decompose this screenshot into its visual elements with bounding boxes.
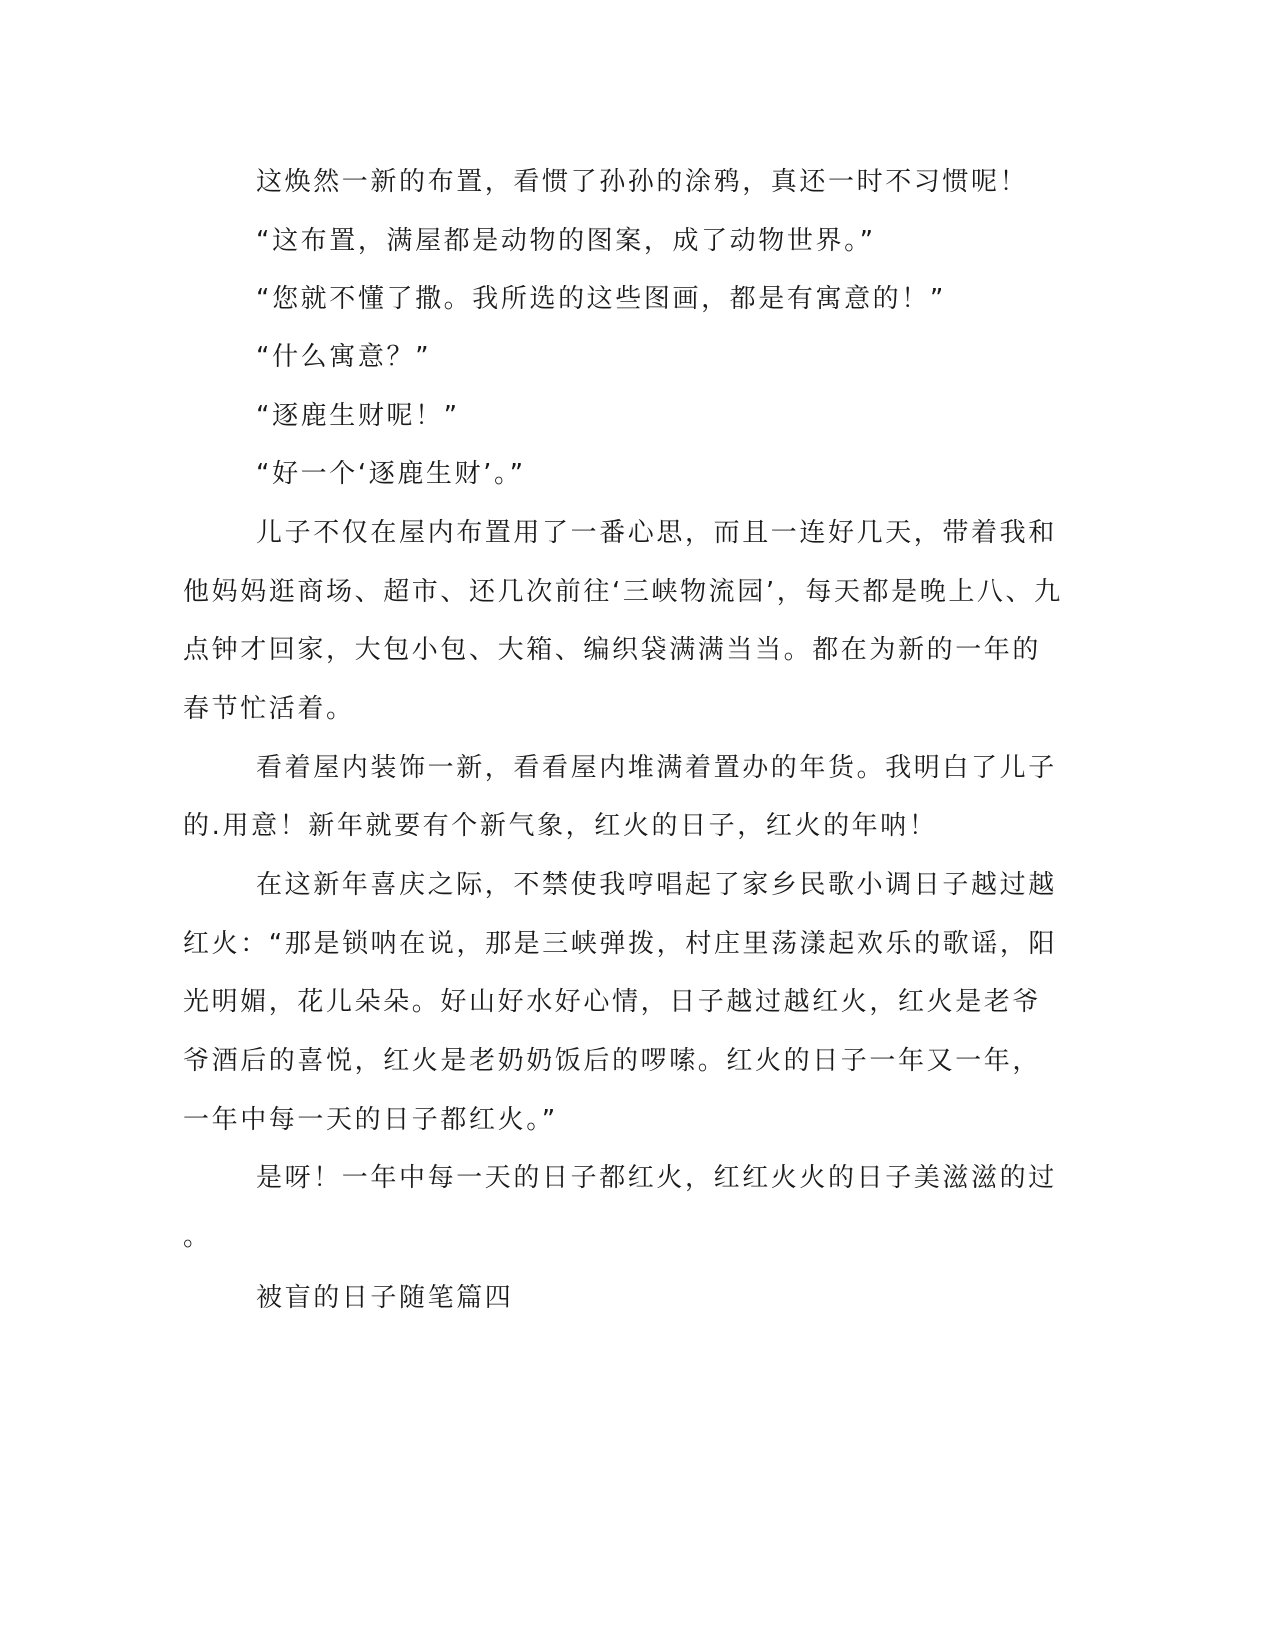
text-line: 看着屋内装饰一新，看看屋内堆满着置办的年货。我明白了儿子 <box>256 753 1057 783</box>
text-line: 。 <box>183 1222 212 1252</box>
text-line: 儿子不仅在屋内布置用了一番心思，而且一连好几天，带着我和 <box>256 518 1057 548</box>
text-line: 光明媚，花儿朵朵。好山好水好心情，日子越过越红火，红火是老爷 <box>183 987 1042 1017</box>
section-heading: 被盲的日子随笔篇四 <box>256 1283 514 1313</box>
text-line: 一年中每一天的日子都红火。” <box>183 1105 558 1135</box>
text-line: 春节忙活着。 <box>183 694 355 724</box>
text-line: 是呀！一年中每一天的日子都红火，红红火火的日子美滋滋的过 <box>256 1163 1057 1193</box>
text-line: 在这新年喜庆之际，不禁使我哼唱起了家乡民歌小调日子越过越 <box>256 870 1057 900</box>
text-line: “您就不懂了撒。我所选的这些图画，都是有寓意的！” <box>256 284 946 314</box>
text-line: “好一个‘逐鹿生财’。” <box>256 459 526 489</box>
text-line: 红火：“那是锁呐在说，那是三峡弹拨，村庄里荡漾起欢乐的歌谣，阳 <box>183 929 1058 959</box>
text-line: 的.用意！新年就要有个新气象，红火的日子，红火的年呐！ <box>183 811 938 841</box>
text-line: 点钟才回家，大包小包、大箱、编织袋满满当当。都在为新的一年的 <box>183 635 1042 665</box>
text-line: 这焕然一新的布置，看惯了孙孙的涂鸦，真还一时不习惯呢！ <box>256 167 1029 197</box>
text-line: 爷酒后的喜悦，红火是老奶奶饭后的啰嗦。红火的日子一年又一年， <box>183 1046 1042 1076</box>
text-line: “逐鹿生财呢！” <box>256 401 460 431</box>
text-line: “这布置，满屋都是动物的图案，成了动物世界。” <box>256 226 876 256</box>
text-line: 他妈妈逛商场、超市、还几次前往‘三峡物流园’，每天都是晚上八、九 <box>183 577 1063 607</box>
text-line: “什么寓意？” <box>256 342 432 372</box>
